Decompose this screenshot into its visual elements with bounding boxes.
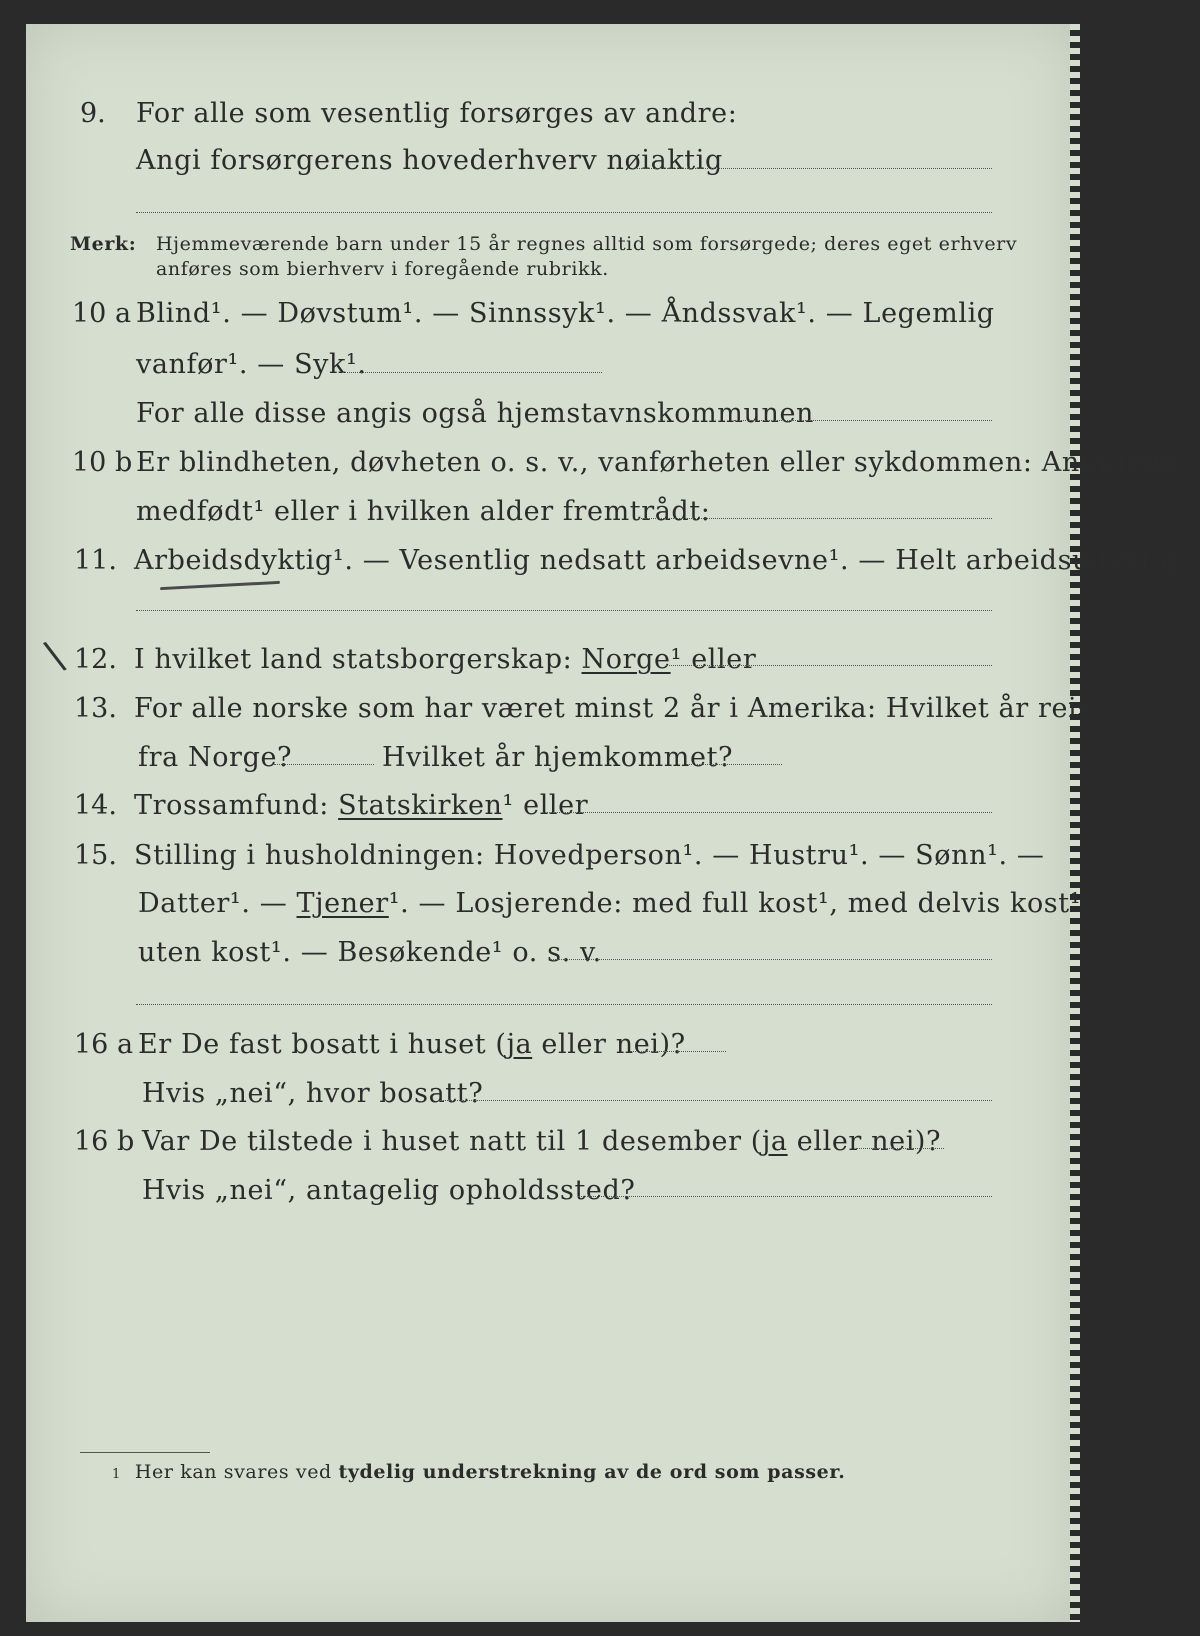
q16b-line1: Var De tilstede i huset natt til 1 desember (ja eller nei)? — [142, 1126, 942, 1157]
census-form-page — [26, 24, 1200, 1622]
q14-number: 14. — [74, 790, 117, 821]
handwritten-underline-mark — [160, 581, 280, 590]
q9-number: 9. — [80, 98, 106, 129]
q12-option-norge: Norge — [581, 644, 671, 675]
q14-option-statskirken: Statskirken — [338, 790, 503, 821]
q13-line2a: fra Norge? — [138, 742, 293, 773]
q15-number: 15. — [74, 840, 117, 871]
q10b-line2: medfødt¹ eller i hvilken alder fremtrådt: — [136, 496, 711, 527]
q16b-opholdssted-line — [578, 1196, 992, 1197]
footnote-rule — [80, 1452, 210, 1453]
q11-number: 11. — [74, 545, 117, 576]
q13-hjemkommet-line — [686, 764, 782, 765]
q9-answer-line — [632, 168, 992, 169]
q15-answer-line-2 — [136, 1004, 992, 1005]
q16b-option-ja: ja — [761, 1126, 788, 1157]
q10a-answer-line — [342, 372, 602, 373]
q13-line1: For alle norske som har været minst 2 år i Amerika: Hvilket år reist — [134, 693, 1104, 724]
q9-answer-line-2 — [136, 212, 992, 213]
q15-line2: Datter¹. — Tjener¹. — Losjerende: med full kost¹, med delvis kost¹, — [138, 888, 1091, 919]
q9-line2: Angi forsørgerens hovederhverv nøiaktig — [136, 145, 723, 176]
q15-line1: Stilling i husholdningen: Hovedperson¹. — Hustru¹. — Sønn¹. — — [134, 840, 1045, 871]
q13-line2b: Hvilket år hjemkommet? — [382, 742, 734, 773]
q16b-line2: Hvis „nei“, antagelig opholdssted? — [142, 1175, 636, 1206]
q10b-line1: Er blindheten, døvheten o. s. v., vanførheten eller sykdommen: Antagelig — [136, 447, 1179, 478]
q15-answer-line — [550, 959, 992, 960]
q10a-kommune-line — [734, 420, 992, 421]
q12-line: I hvilket land statsborgerskap: Norge¹ eller — [134, 644, 757, 675]
merk-line2: anføres som bierhverv i foregående rubrikk. — [156, 258, 609, 280]
q11-line — [134, 546, 1200, 576]
q12-number: 12. — [74, 644, 117, 675]
q13-number: 13. — [74, 693, 117, 724]
q11-answer-line — [136, 610, 992, 611]
q16b-number: 16 b — [74, 1126, 135, 1157]
q16a-option-ja: ja — [506, 1029, 533, 1060]
q13-reist-line — [274, 764, 374, 765]
q15-line3: uten kost¹. — Besøkende¹ o. s. v. — [138, 937, 602, 968]
footnote: 1 Her kan svares ved tydelig understrekning av de ord som passer. — [112, 1461, 846, 1483]
q10b-number: 10 b — [72, 447, 133, 478]
q15-option-tjener: Tjener — [296, 888, 389, 919]
q16b-answer-line — [856, 1148, 944, 1149]
q14-answer-line — [542, 812, 992, 813]
merk-label: Merk: — [70, 233, 137, 255]
q11-rest: — Vesentlig nedsatt arbeidsevne¹. — Helt arbeidsudyktig¹. — [353, 545, 1200, 576]
q16a-line1: Er De fast bosatt i huset (ja eller nei)? — [138, 1029, 686, 1060]
q12-answer-line — [666, 665, 992, 666]
q10a-number: 10 a — [72, 298, 132, 329]
q9-line1: For alle som vesentlig forsørges av andre: — [136, 98, 738, 129]
perforated-edge — [1070, 24, 1080, 1622]
merk-line1: Hjemmeværende barn under 15 år regnes alltid som forsørgede; deres eget erhverv — [156, 233, 1018, 255]
q16a-line2: Hvis „nei“, hvor bosatt? — [142, 1078, 484, 1109]
check-mark-icon: \ — [40, 632, 69, 680]
q11-option-arbeidsdyktig: Arbeidsdyktig¹. — [134, 545, 354, 576]
q10a-line2: vanfør¹. — Syk¹. — [136, 349, 367, 380]
q16a-bosatt-line — [440, 1100, 992, 1101]
q14-line: Trossamfund: Statskirken¹ eller — [134, 790, 589, 821]
q10a-line3: For alle disse angis også hjemstavnskommunen — [136, 398, 815, 429]
q10b-answer-line — [638, 518, 992, 519]
q16a-answer-line — [630, 1051, 726, 1052]
q10a-line1: Blind¹. — Døvstum¹. — Sinnssyk¹. — Åndssvak¹. — Legemlig — [136, 298, 995, 329]
q16a-number: 16 a — [74, 1029, 134, 1060]
